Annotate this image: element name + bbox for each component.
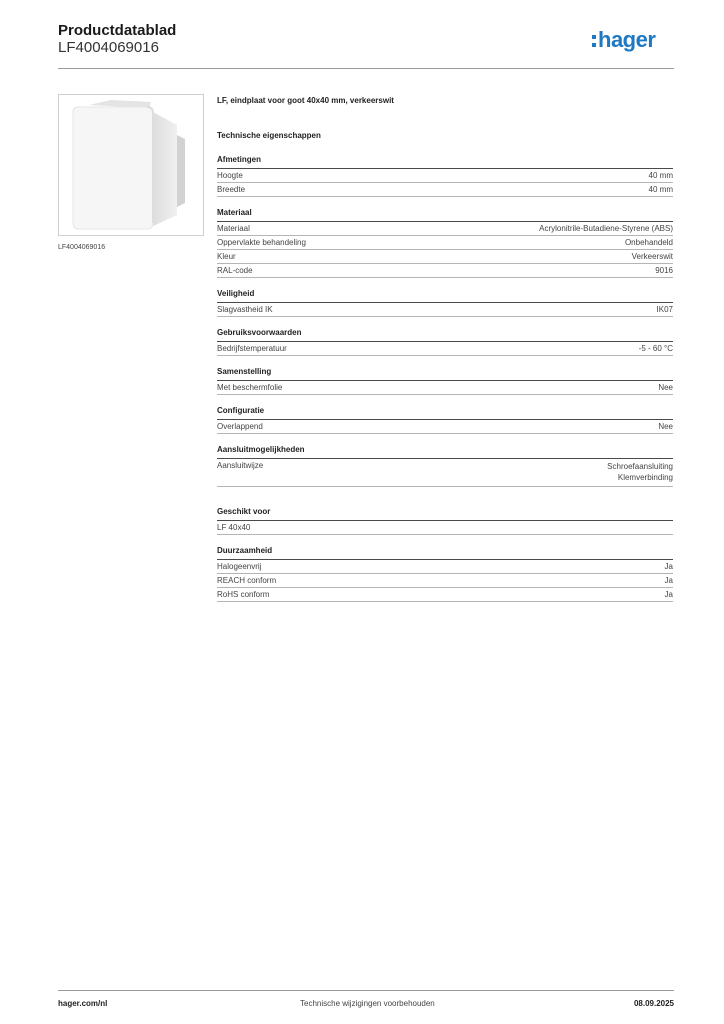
group-title-gebruiksvoorwaarden: Gebruiksvoorwaarden: [217, 328, 673, 342]
footer-divider: [58, 990, 674, 991]
section-heading: Technische eigenschappen: [217, 131, 321, 140]
spec-value: 40 mm: [648, 185, 673, 194]
hager-logo: [592, 26, 674, 56]
spec-label: Breedte: [217, 185, 246, 194]
spec-value-line: Klemverbinding: [617, 473, 673, 482]
spec-row: [217, 222, 673, 236]
spec-row: [217, 574, 673, 588]
spec-label: Bedrijfstemperatuur: [217, 344, 287, 353]
group-title-duurzaamheid: Duurzaamheid: [217, 546, 673, 560]
spec-value: Verkeerswit: [631, 252, 673, 261]
document-title: Productdatablad: [58, 22, 177, 39]
spec-label: Kleur: [217, 252, 236, 261]
spec-label: RoHS conform: [217, 590, 270, 599]
spec-label: Materiaal: [217, 224, 250, 233]
spec-label: Hoogte: [217, 171, 243, 180]
spec-row: [217, 381, 673, 395]
spec-row: [217, 588, 673, 602]
spec-value-line: Schroefaansluiting: [607, 462, 673, 471]
spec-label: REACH conform: [217, 576, 277, 585]
spec-row: [217, 236, 673, 250]
spec-row: [217, 303, 673, 317]
image-caption: LF4004069016: [58, 244, 106, 251]
spec-value: 9016: [655, 266, 673, 275]
product-name: LF, eindplaat voor goot 40x40 mm, verkeerswit: [217, 96, 394, 105]
product-code: LF4004069016: [58, 39, 159, 56]
spec-label: Aansluitwijze: [217, 461, 264, 470]
spec-value: Onbehandeld: [624, 238, 673, 247]
spec-label: RAL-code: [217, 266, 253, 275]
spec-value: -5 - 60 °C: [638, 344, 673, 353]
spec-value: Ja: [664, 590, 673, 599]
group-title-materiaal: Materiaal: [217, 208, 673, 222]
group-title-configuratie: Configuratie: [217, 406, 673, 420]
spec-row: [217, 250, 673, 264]
spec-label: Met beschermfolie: [217, 383, 283, 392]
spec-label: LF 40x40: [217, 523, 251, 532]
spec-value: Ja: [664, 576, 673, 585]
spec-row: [217, 264, 673, 278]
spec-row: [217, 560, 673, 574]
group-title-samenstelling: Samenstelling: [217, 367, 673, 381]
specifications: [217, 96, 673, 602]
spec-row: [217, 169, 673, 183]
svg-text:hager: hager: [598, 27, 656, 52]
spec-value: Nee: [658, 422, 673, 431]
spec-row: [217, 420, 673, 434]
spec-label: Overlappend: [217, 422, 263, 431]
spec-label: Slagvastheid IK: [217, 305, 273, 314]
spec-row: [217, 342, 673, 356]
spec-value: Acrylonitrile-Butadiene-Styrene (ABS): [539, 224, 673, 233]
group-title-geschikt-voor: Geschikt voor: [217, 507, 673, 521]
header-divider: [58, 68, 674, 69]
footer-website-link[interactable]: hager.com/nl: [58, 999, 108, 1008]
spec-label: Halogeenvrij: [217, 562, 262, 571]
spec-value: IK07: [656, 305, 673, 314]
spec-value: [607, 461, 673, 485]
footer-notice: Technische wijzigingen voorbehouden: [300, 999, 435, 1008]
end-cap-illustration: [59, 95, 203, 235]
spec-value: Ja: [664, 562, 673, 571]
group-title-veiligheid: Veiligheid: [217, 289, 673, 303]
product-image: [58, 94, 204, 236]
spec-value: Nee: [658, 383, 673, 392]
spec-row: [217, 459, 673, 487]
spec-row: [217, 521, 673, 535]
group-title-afmetingen: Afmetingen: [217, 155, 673, 169]
spec-value: 40 mm: [648, 171, 673, 180]
footer-date: 08.09.2025: [633, 999, 674, 1008]
spec-label: Oppervlakte behandeling: [217, 238, 306, 247]
spec-row: [217, 183, 673, 197]
group-title-aansluitmogelijkheden: Aansluitmogelijkheden: [217, 445, 673, 459]
